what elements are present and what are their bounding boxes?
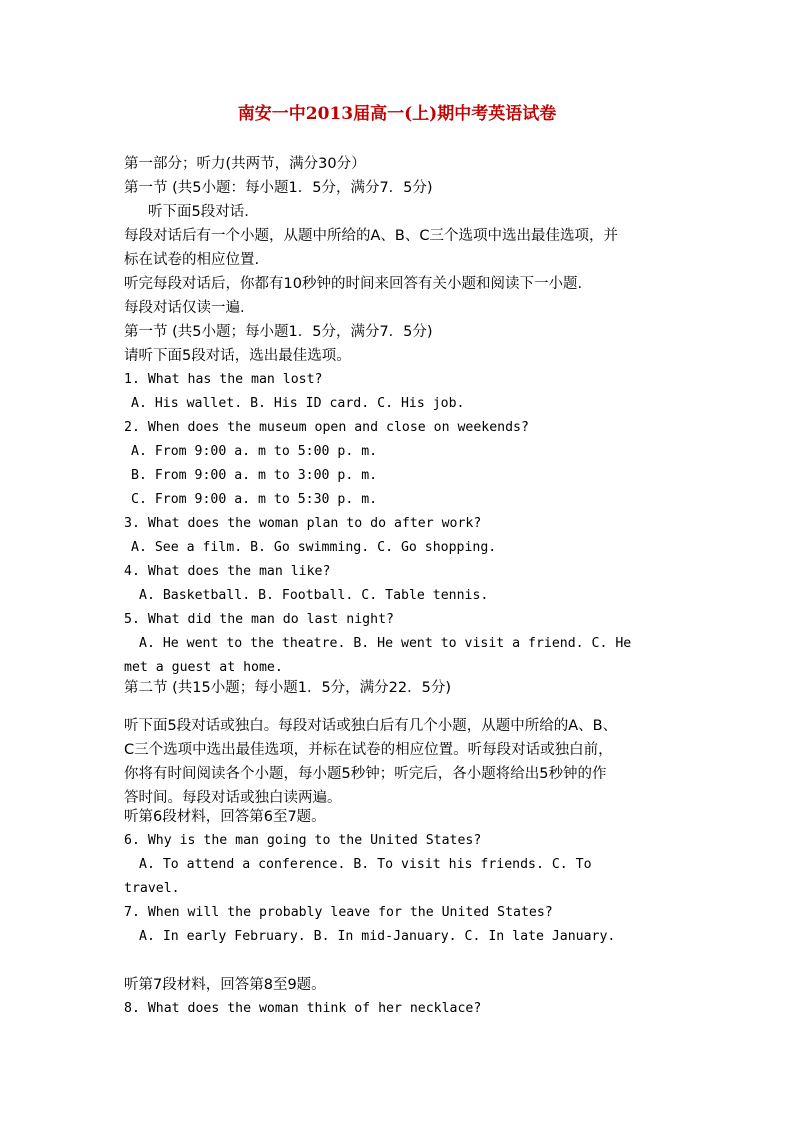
question-2: 2. When does the museum open and close on weekends? (124, 420, 529, 435)
section-two-heading: 第二节 (共15小题；每小题1．5分，满分22．5分) (124, 680, 451, 696)
question-4-options: A. Basketball. B. Football. C. Table tennis. (139, 588, 489, 603)
question-7: 7. When will the probably leave for the United States? (124, 905, 553, 920)
material-heading: 听第6段材料，回答第6至7题。 (124, 809, 326, 825)
question-8: 8. What does the woman think of her necklace? (124, 1001, 482, 1016)
instruction-line: 听下面5段对话或独白。每段对话或独白后有几个小题，从题中所给的A、B、 (124, 718, 618, 734)
question-3: 3. What does the woman plan to do after work? (124, 516, 482, 531)
question-5-options-cont: met a guest at home. (124, 660, 283, 675)
question-2-option-a: A. From 9:00 a. m to 5:00 p. m. (131, 444, 378, 459)
instruction-line: 请听下面5段对话，选出最佳选项。 (124, 348, 351, 364)
question-7-options: A. In early February. B. In mid-January. C. In late January. (139, 929, 616, 944)
question-6-options-cont: travel. (124, 881, 180, 896)
instruction-line: C三个选项中选出最佳选项，并标在试卷的相应位置。听每段对话或独白前， (124, 742, 613, 758)
instruction-line: 你将有时间阅读各个小题，每小题5秒钟；听完后，各小题将给出5秒钟的作 (124, 766, 607, 782)
question-4: 4. What does the man like? (124, 564, 331, 579)
question-2-option-b: B. From 9:00 a. m to 3:00 p. m. (131, 468, 378, 483)
instruction-line: 标在试卷的相应位置. (124, 252, 260, 268)
instruction-line: 每段对话后有一个小题，从题中所给的A、B、C三个选项中选出最佳选项，并 (124, 228, 618, 244)
material-heading: 听第7段材料，回答第8至9题。 (124, 977, 326, 993)
question-5: 5. What did the man do last night? (124, 612, 394, 627)
section-one-heading-repeat: 第一节 (共5小题；每小题1．5分，满分7．5分) (124, 324, 433, 340)
part-one-heading: 第一部分；听力(共两节，满分30分） (124, 156, 366, 172)
page-title: 南安一中2013届高一(上)期中考英语试卷 (237, 104, 557, 124)
question-5-options: A. He went to the theatre. B. He went to visit a friend. C. He (139, 636, 632, 651)
instruction-line: 答时间。每段对话或独白读两遍。 (124, 790, 342, 806)
question-6-options: A. To attend a conference. B. To visit his friends. C. To (139, 857, 592, 872)
question-3-options: A. See a film. B. Go swimming. C. Go shopping. (131, 540, 497, 555)
section-one-heading: 第一节 (共5小题：每小题1．5分，满分7．5分) (124, 180, 433, 196)
question-1: 1. What has the man lost? (124, 372, 323, 387)
instruction-line: 每段对话仅读一遍. (124, 300, 245, 316)
instruction-line: 听完每段对话后，你都有10秒钟的时间来回答有关小题和阅读下一小题. (124, 276, 583, 292)
question-2-option-c: C. From 9:00 a. m to 5:30 p. m. (131, 492, 378, 507)
instruction-line: 听下面5段对话. (148, 204, 249, 220)
question-6: 6. Why is the man going to the United States? (124, 833, 482, 848)
question-1-options: A. His wallet. B. His ID card. C. His job. (131, 396, 465, 411)
